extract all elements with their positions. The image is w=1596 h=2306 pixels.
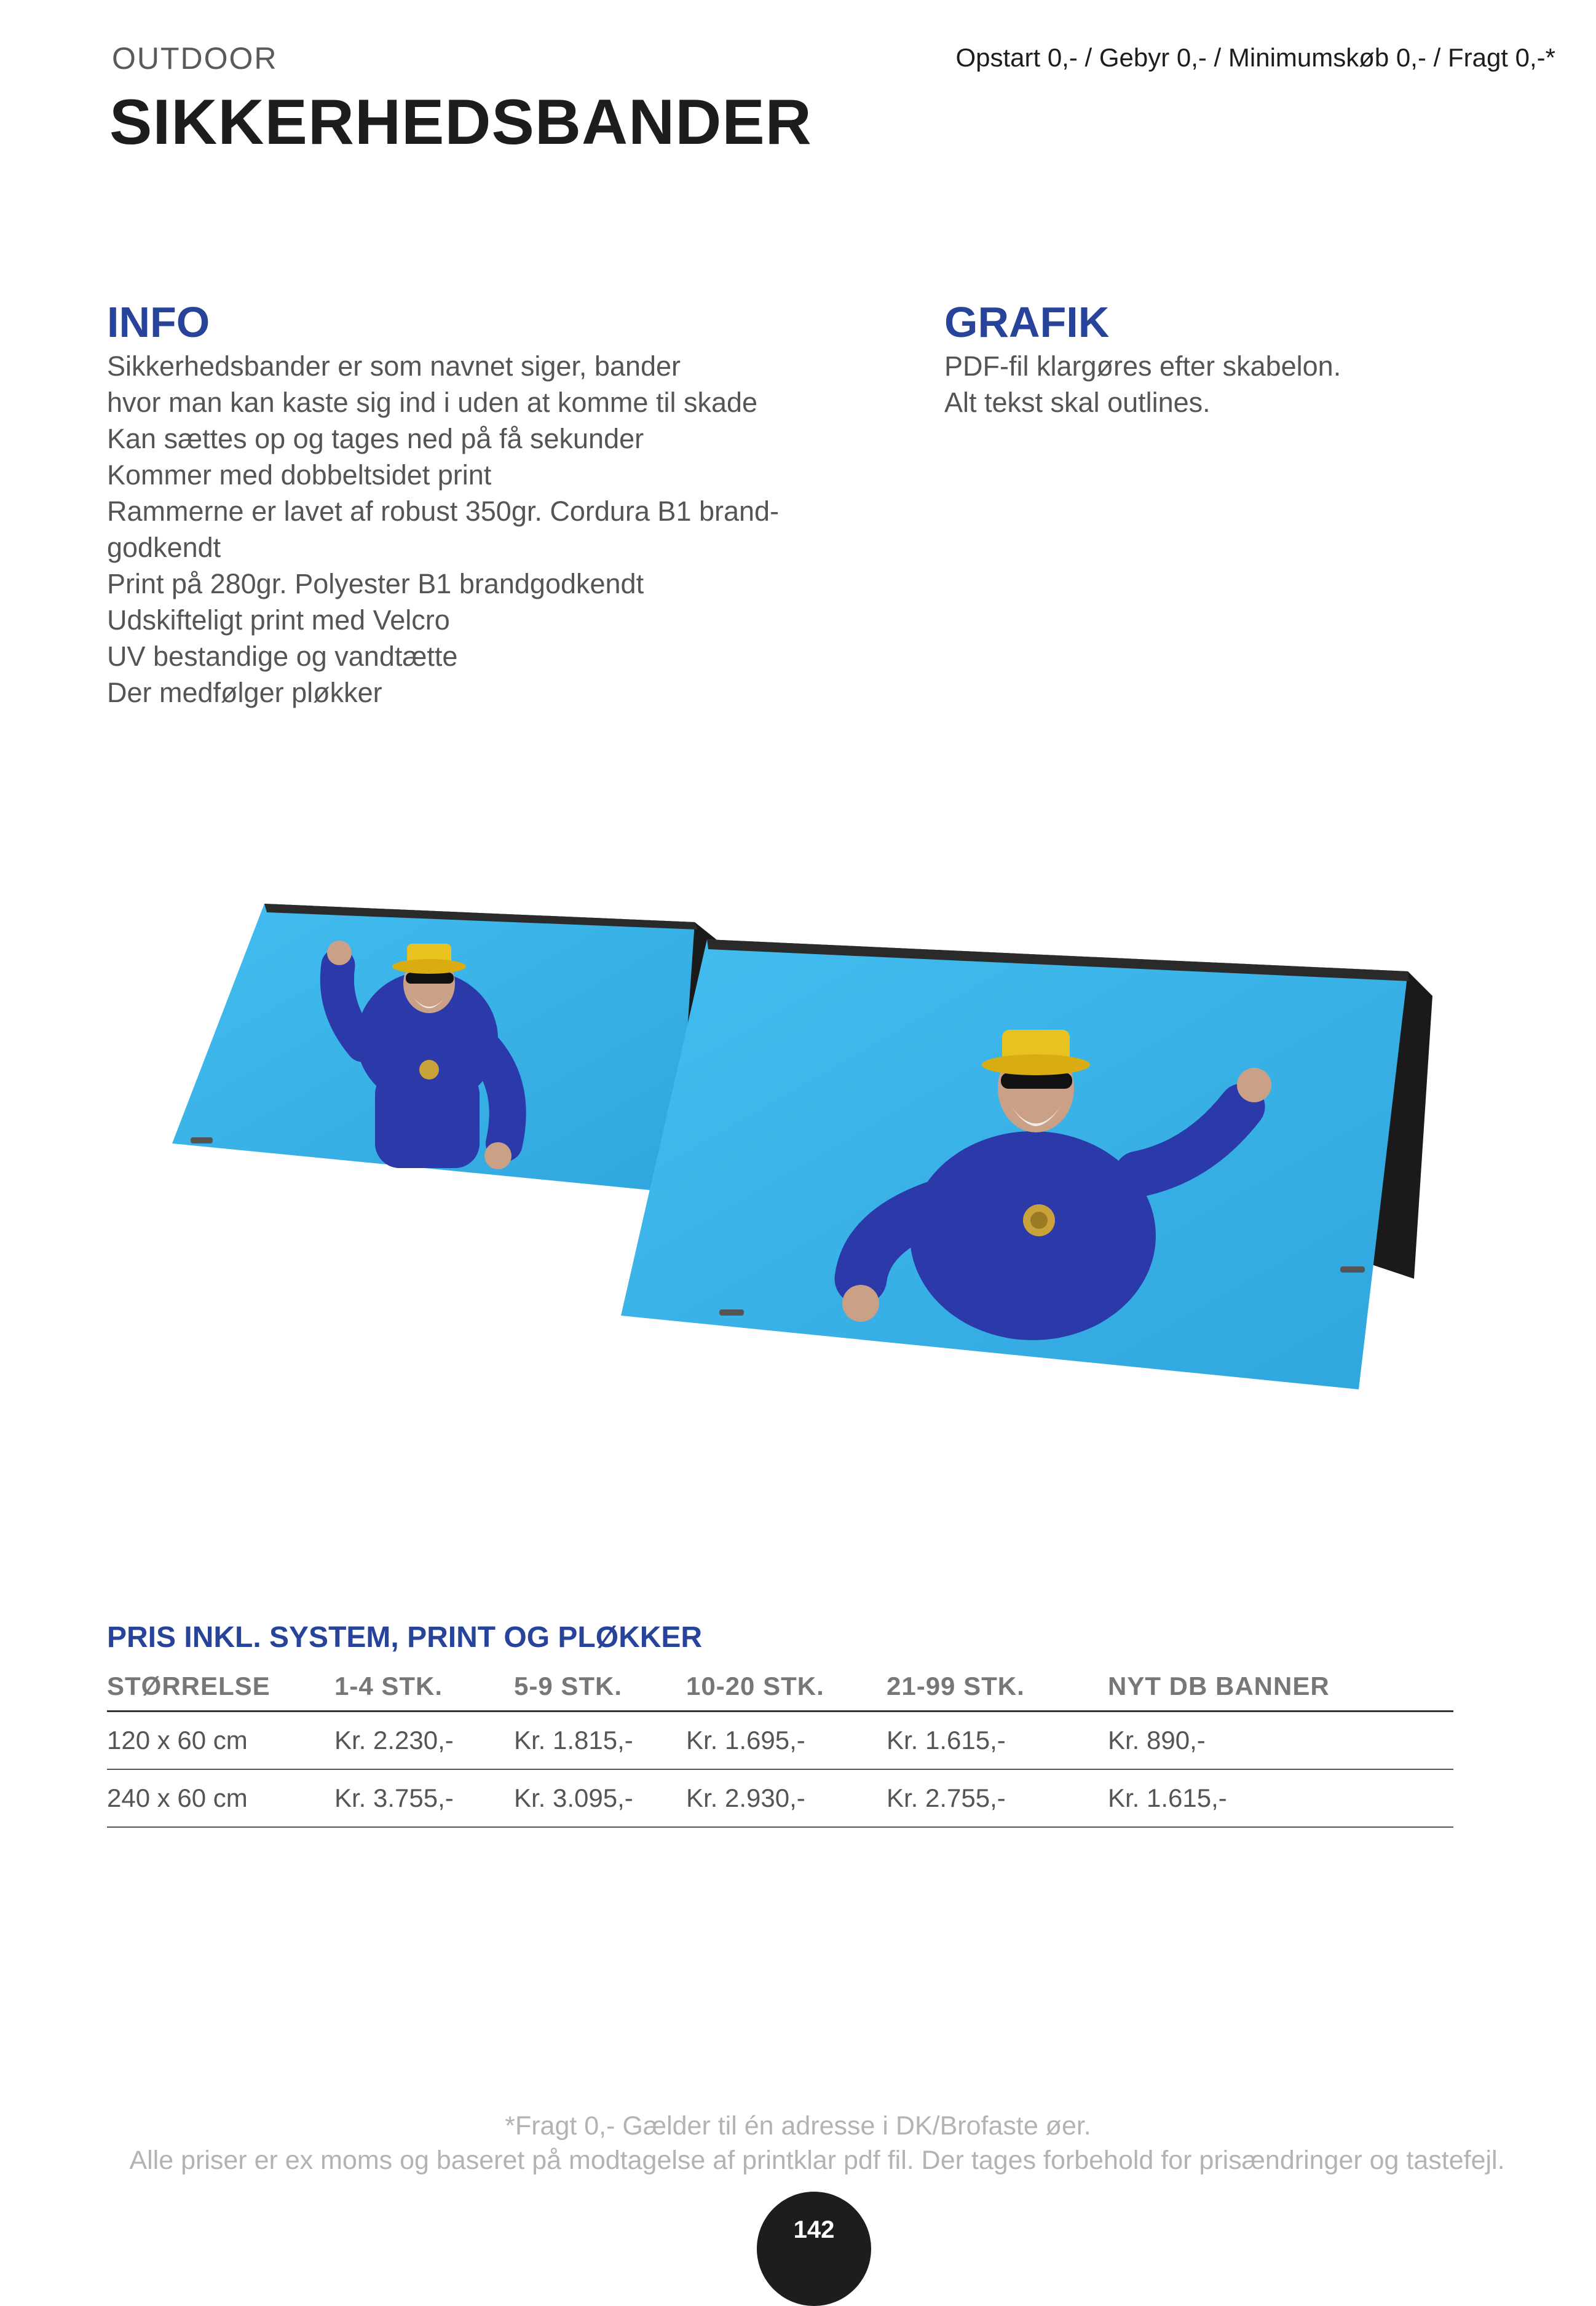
grafik-heading: GRAFIK <box>944 298 1110 346</box>
table-cell: Kr. 1.615,- <box>887 1712 1108 1770</box>
table-cell: Kr. 2.230,- <box>334 1712 514 1770</box>
info-line: Kan sættes op og tages ned på få sekunder <box>107 423 644 454</box>
fees-summary: Opstart 0,- / Gebyr 0,- / Minimumskøb 0,- / Fragt 0,-* <box>955 43 1555 72</box>
table-cell: 120 x 60 cm <box>107 1712 334 1770</box>
table-row <box>107 1712 1453 1770</box>
info-line: Sikkerhedsbander er som navnet siger, bander <box>107 350 681 382</box>
page-title: SIKKERHEDSBANDER <box>109 87 812 158</box>
info-line: Rammerne er lavet af robust 350gr. Cordura B1 brand- <box>107 496 780 527</box>
column-header: 1-4 STK. <box>334 1662 514 1712</box>
table-cell: Kr. 3.755,- <box>334 1769 514 1827</box>
table-cell: Kr. 3.095,- <box>514 1769 686 1827</box>
table-header-row <box>107 1662 1453 1712</box>
info-line: Der medfølger pløkker <box>107 677 382 708</box>
info-heading: INFO <box>107 298 210 346</box>
table-cell: Kr. 1.815,- <box>514 1712 686 1770</box>
table-row <box>107 1769 1453 1827</box>
column-header: NYT DB BANNER <box>1108 1662 1453 1712</box>
page-number: 142 <box>757 2192 871 2306</box>
info-list <box>107 348 832 711</box>
column-header: 21-99 STK. <box>887 1662 1108 1712</box>
info-line: Print på 280gr. Polyester B1 brandgodkendt <box>107 568 644 599</box>
product-image <box>141 885 1457 1414</box>
info-line: UV bestandige og vandtætte <box>107 641 458 672</box>
table-cell: 240 x 60 cm <box>107 1769 334 1827</box>
table-cell: Kr. 1.695,- <box>686 1712 887 1770</box>
price-table <box>107 1662 1453 1828</box>
category-label: OUTDOOR <box>112 41 278 76</box>
table-cell: Kr. 1.615,- <box>1108 1769 1453 1827</box>
info-line: godkendt <box>107 532 221 563</box>
table-cell: Kr. 2.930,- <box>686 1769 887 1827</box>
grafik-line: PDF-fil klargøres efter skabelon. <box>944 350 1341 382</box>
column-header: 10-20 STK. <box>686 1662 887 1712</box>
grafik-line: Alt tekst skal outlines. <box>944 387 1211 418</box>
grafik-list <box>944 348 1498 421</box>
table-cell: Kr. 2.755,- <box>887 1769 1108 1827</box>
info-line: Udskifteligt print med Velcro <box>107 604 450 636</box>
column-header: STØRRELSE <box>107 1662 334 1712</box>
info-line: hvor man kan kaste sig ind i uden at komme til skade <box>107 387 758 418</box>
price-disclaimer: Alle priser er ex moms og baseret på modtagelse af printklar pdf fil. Der tages forbehold for prisændringer og tastefejl. <box>129 2146 1505 2175</box>
shipping-footnote: *Fragt 0,- Gælder til én adresse i DK/Brofaste øer. <box>505 2111 1091 2141</box>
column-header: 5-9 STK. <box>514 1662 686 1712</box>
pricing-heading: PRIS INKL. SYSTEM, PRINT OG PLØKKER <box>107 1621 703 1654</box>
info-line: Kommer med dobbeltsidet print <box>107 459 492 491</box>
large-banner <box>621 939 1432 1389</box>
table-cell: Kr. 890,- <box>1108 1712 1453 1770</box>
